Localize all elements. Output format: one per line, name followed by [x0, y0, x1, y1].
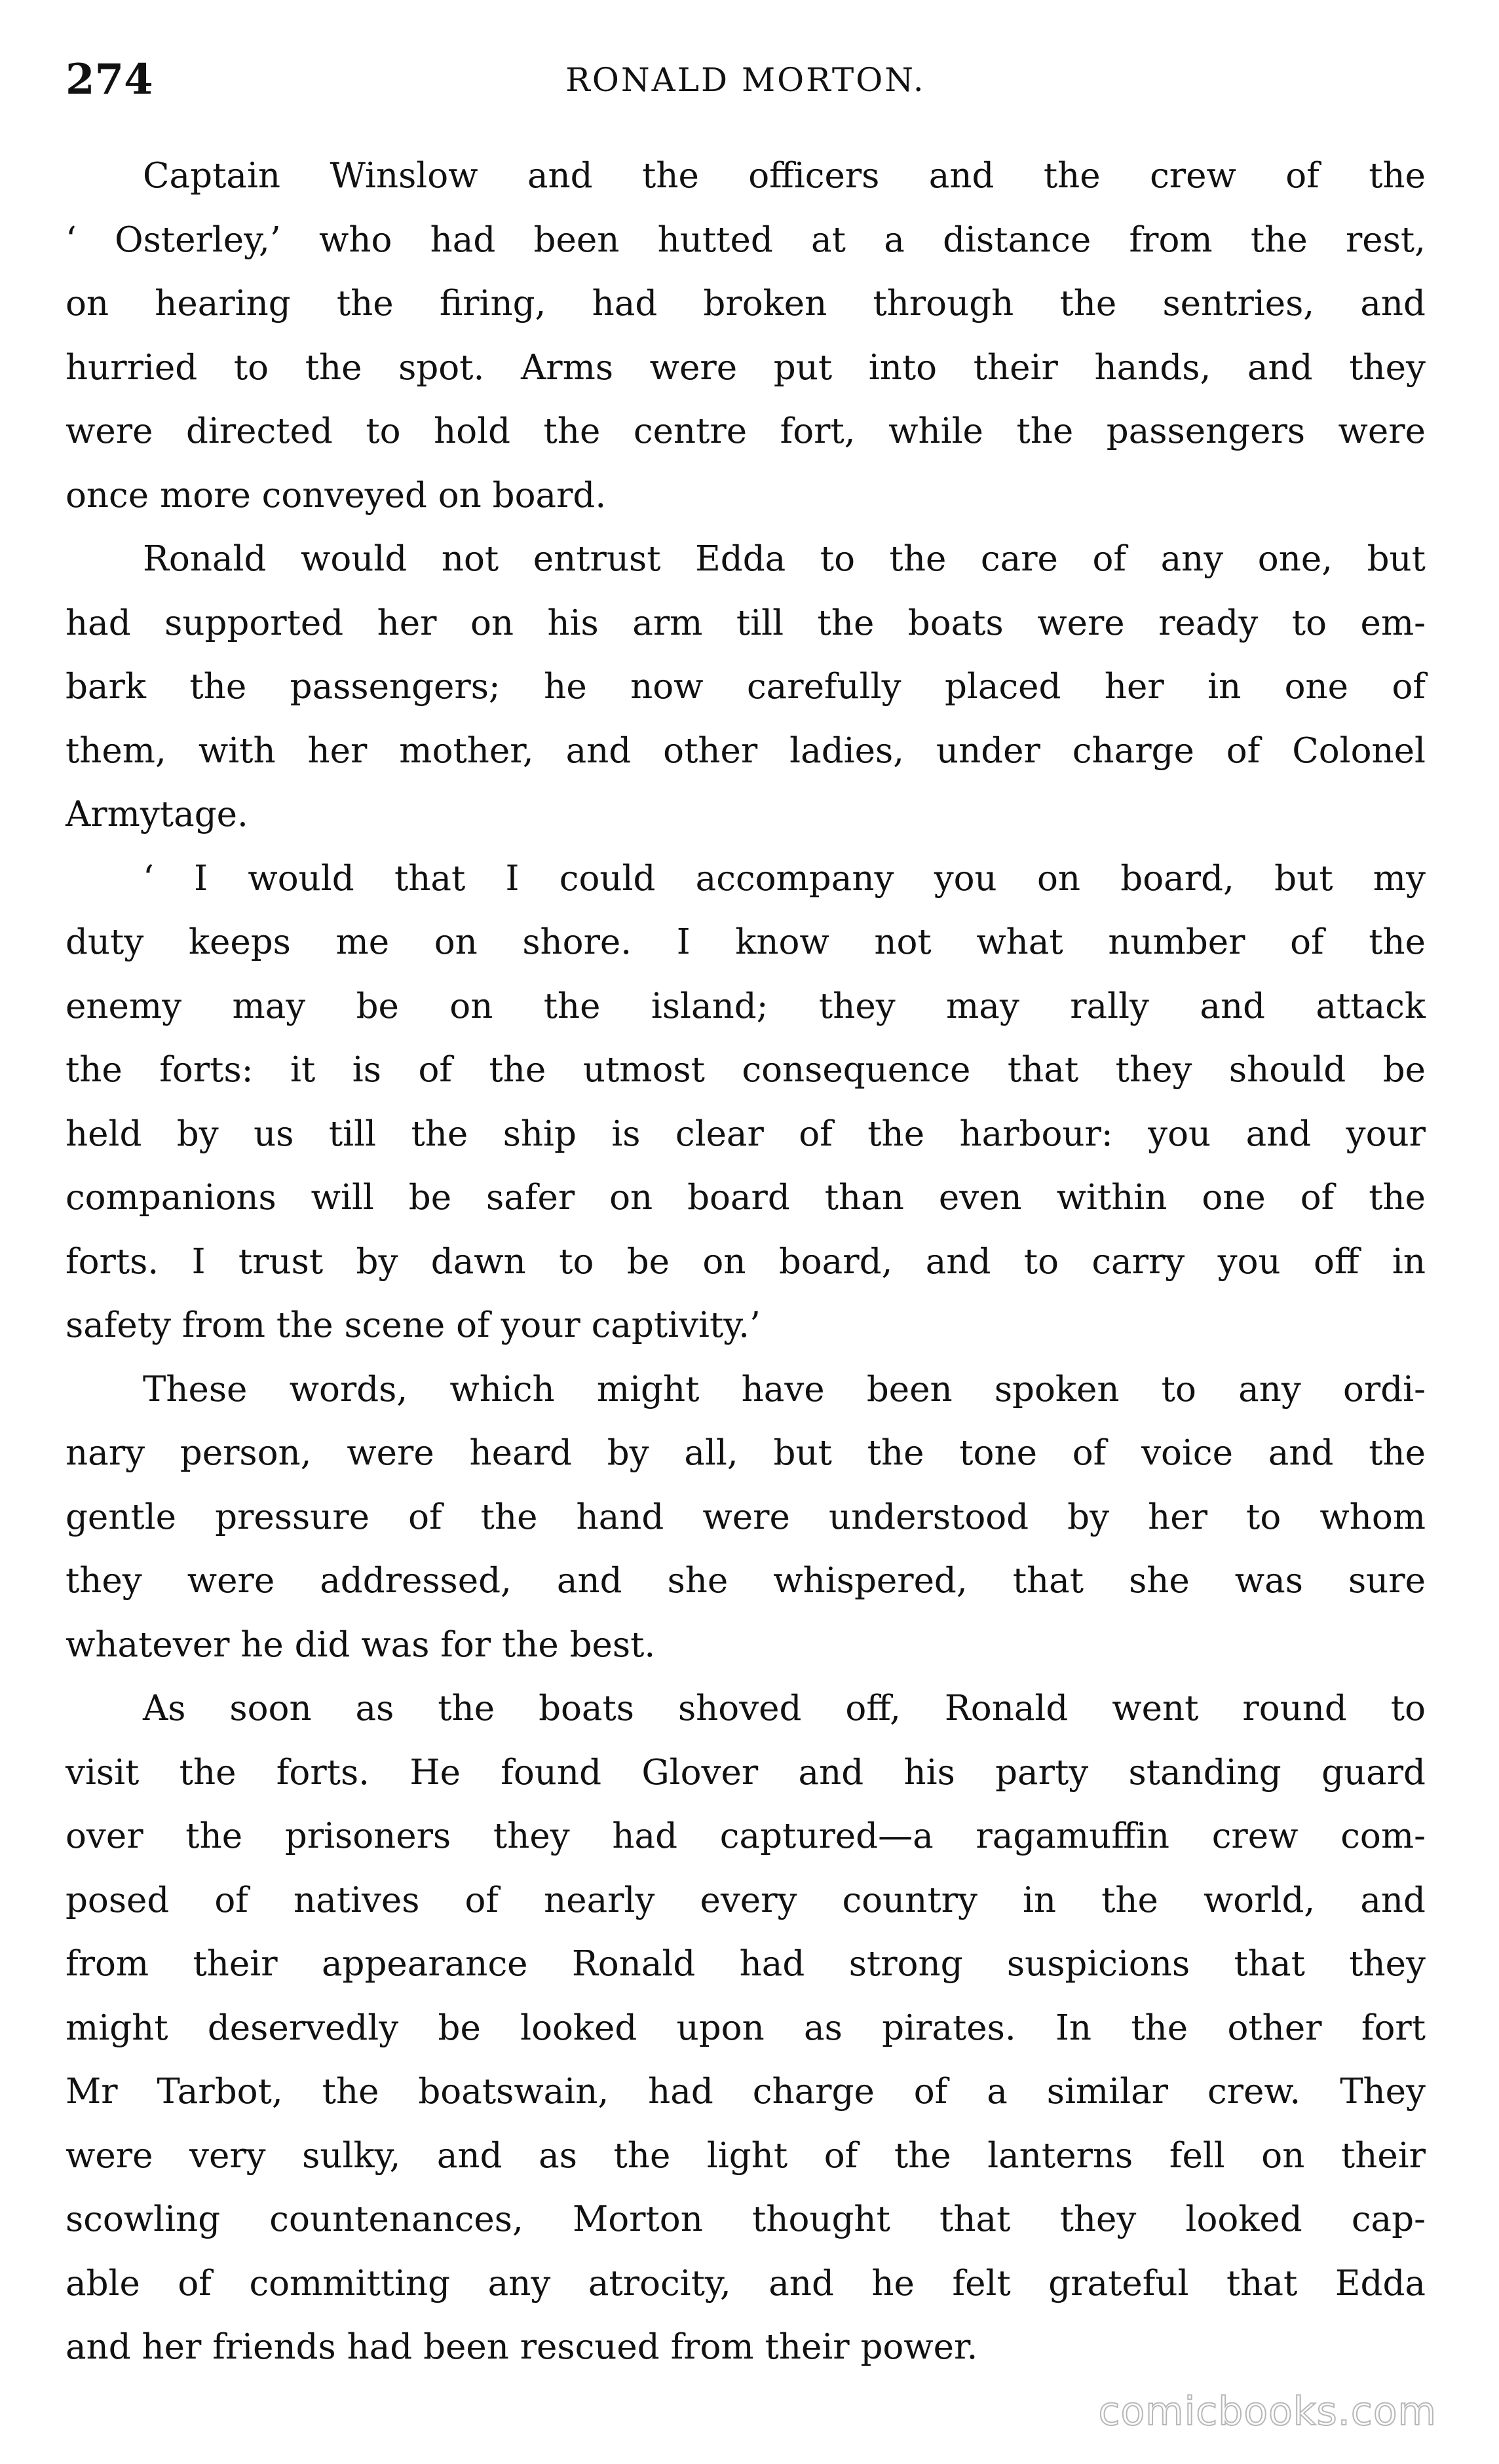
paragraph-5 [66, 1677, 1426, 2380]
text-line: from their appearance Ronald had strong suspicions that they [66, 1944, 1426, 1984]
text-line: ‘ Osterley,’ who had been hutted at a distance from the rest, [66, 219, 1426, 260]
page-number: 274 [66, 55, 153, 104]
body-text [66, 144, 1426, 2380]
text-line: the forts: it is of the utmost consequence that they should be [66, 1050, 1426, 1090]
text-line: bark the passengers; he now carefully placed her in one of [66, 667, 1426, 707]
running-head: RONALD MORTON. [565, 61, 926, 99]
text-line: had supported her on his arm till the boats were ready to em- [66, 603, 1426, 643]
page-header [66, 41, 1426, 119]
text-line: These words, which might have been spoken to any ordi- [143, 1369, 1426, 1409]
text-line: nary person, were heard by all, but the tone of voice and the [66, 1433, 1426, 1473]
text-line: able of committing any atrocity, and he felt grateful that Edda [66, 2263, 1426, 2304]
text-line: companions will be safer on board than even within one of the [66, 1178, 1426, 1218]
text-line: safety from the scene of your captivity.’ [66, 1305, 761, 1345]
paragraph-3 [66, 847, 1426, 1358]
text-line: As soon as the boats shoved off, Ronald went round to [143, 1689, 1426, 1728]
text-line: duty keeps me on shore. I know not what number of the [66, 922, 1426, 962]
text-line: hurried to the spot. Arms were put into their hands, and they [66, 347, 1426, 388]
text-line: Mr Tarbot, the boatswain, had charge of a similar crew. They [66, 2072, 1426, 2112]
text-line: Ronald would not entrust Edda to the care of any one, but [143, 539, 1426, 579]
paragraph-4 [66, 1358, 1426, 1677]
text-line: ‘ I would that I could accompany you on board, but my [143, 858, 1426, 899]
text-line: were very sulky, and as the light of the lanterns fell on their [66, 2135, 1426, 2176]
paragraph-1 [66, 144, 1426, 527]
text-line: them, with her mother, and other ladies, under charge of Colonel [66, 730, 1426, 771]
text-line: might deservedly be looked upon as pirates. In the other fort [66, 2007, 1426, 2048]
text-line: on hearing the firing, had broken through the sentries, and [66, 284, 1426, 324]
text-line: forts. I trust by dawn to be on board, and to carry you off in [66, 1241, 1426, 1282]
text-line: once more conveyed on board. [66, 475, 607, 515]
text-line: scowling countenances, Morton thought that they looked cap- [66, 2199, 1426, 2239]
paragraph-2 [66, 527, 1426, 847]
text-line: over the prisoners they had captured—a ragamuffin crew com- [66, 1816, 1426, 1856]
text-line: posed of natives of nearly every country in the world, and [66, 1880, 1426, 1920]
text-line: whatever he did was for the best. [66, 1624, 656, 1665]
text-line: enemy may be on the island; they may rally and attack [66, 986, 1426, 1026]
text-line: gentle pressure of the hand were understood by her to whom [66, 1497, 1426, 1537]
text-line: Captain Winslow and the officers and the crew of the [143, 156, 1426, 196]
text-line: visit the forts. He found Glover and his party standing guard [66, 1752, 1426, 1793]
text-line: Armytage. [66, 794, 248, 834]
text-line: and her friends had been rescued from their power. [66, 2327, 978, 2367]
text-line: were directed to hold the centre fort, while the passengers were [66, 411, 1426, 451]
text-line: held by us till the ship is clear of the harbour: you and your [66, 1113, 1426, 1154]
watermark: comicbooks.com [1098, 2389, 1437, 2435]
text-line: they were addressed, and she whispered, that she was sure [66, 1561, 1426, 1601]
